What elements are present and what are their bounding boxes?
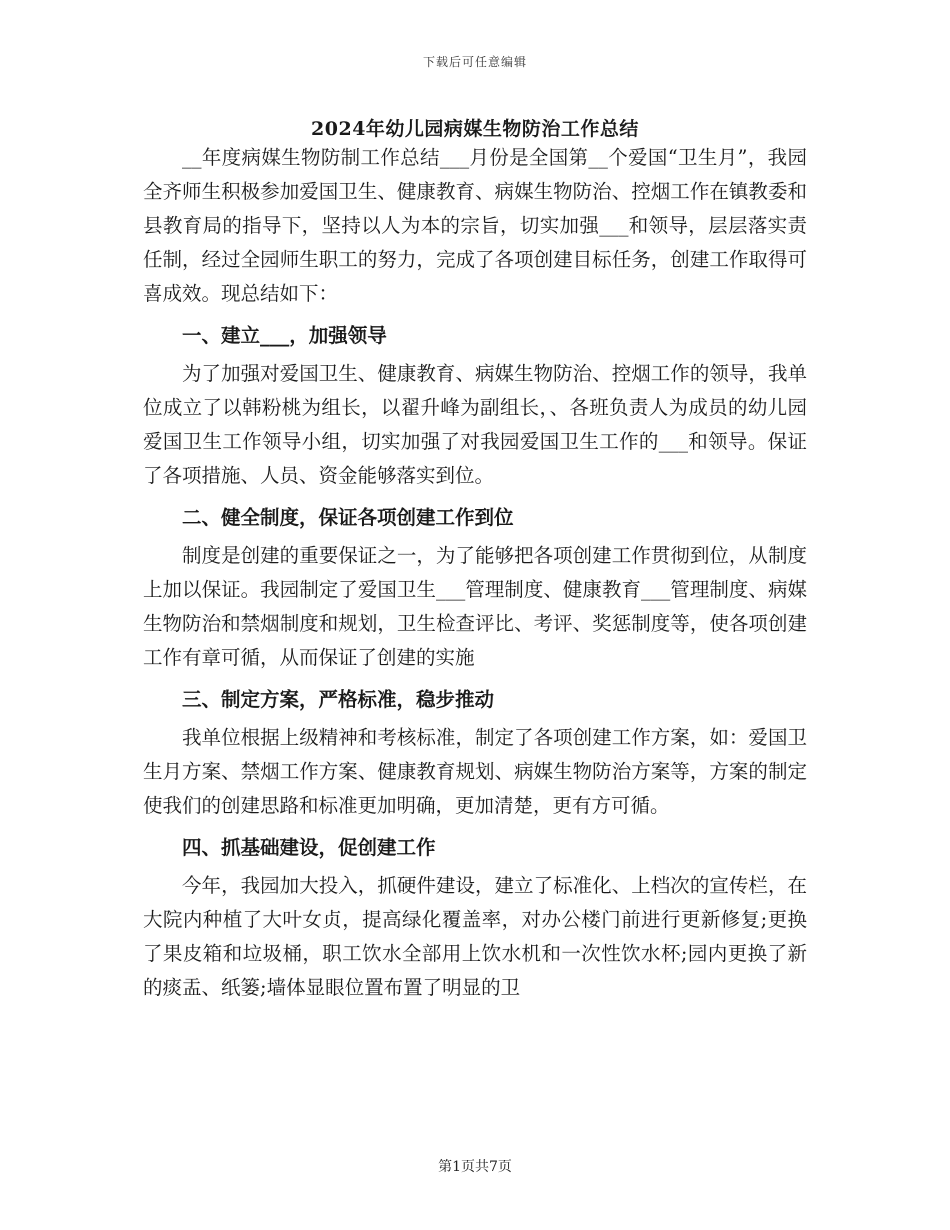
header-note: 下载后可任意编辑	[422, 55, 527, 69]
section-body-3: 我单位根据上级精神和考核标准，制定了各项创建工作方案，如：爱国卫生月方案、禁烟工作方案、健康教育规划、病媒生物防治方案等，方案的制定使我们的创建思路和标准更加明确，更加清楚，更有方可循。	[143, 726, 807, 817]
intro-paragraph: __年度病媒生物防制工作总结___月份是全国第__个爱国“卫生月”，我园全齐师生积极参加爱国卫生、健康教育、病媒生物防治、控烟工作在镇教委和县教育局的指导下，坚持以人为本的宗旨，切实加强___和领导，层层落实责任制，经过全园师生职工的努力，完成了各项创建目标任务，创建工作取得可喜成效。现总结如下：	[143, 146, 807, 305]
section-heading-3: 三、制定方案，严格标准，稳步推动	[182, 688, 495, 711]
section-body-1: 为了加强对爱国卫生、健康教育、病媒生物防治、控烟工作的领导，我单位成立了以韩粉桃为组长，以翟升峰为副组长，、各班负责人为成员的幼儿园爱国卫生工作领导小组，切实加强了对我园爱国卫生工作的___和领导。保证了各项措施、人员、资金能够落实到位。	[143, 362, 807, 487]
section-heading-4: 四、抓基础建设，促创建工作	[182, 836, 436, 859]
section-body-4: 今年，我园加大投入，抓硬件建设，建立了标准化、上档次的宣传栏，在大院内种植了大叶女贞，提高绿化覆盖率，对办公楼门前进行更新修复;更换了果皮箱和垃圾桶，职工饮水全部用上饮水机和一次性饮水杯;园内更换了新的痰盂、纸篓;墙体显眼位置布置了明显的卫	[143, 874, 807, 999]
document-title: 2024年幼儿园病媒生物防治工作总结	[311, 118, 639, 140]
section-heading-2: 二、健全制度，保证各项创建工作到位	[182, 506, 514, 529]
page-number: 第1页共7页	[438, 1159, 512, 1175]
document-body	[143, 141, 807, 1005]
section-body-2: 制度是创建的重要保证之一，为了能够把各项创建工作贯彻到位，从制度上加以保证。我园制定了爱国卫生___管理制度、健康教育___管理制度、病媒生物防治和禁烟制度和规划，卫生检查评比、考评、奖惩制度等，使各项创建工作有章可循，从而保证了创建的实施	[143, 544, 807, 669]
section-heading-1: 一、建立___，加强领导	[182, 324, 387, 347]
